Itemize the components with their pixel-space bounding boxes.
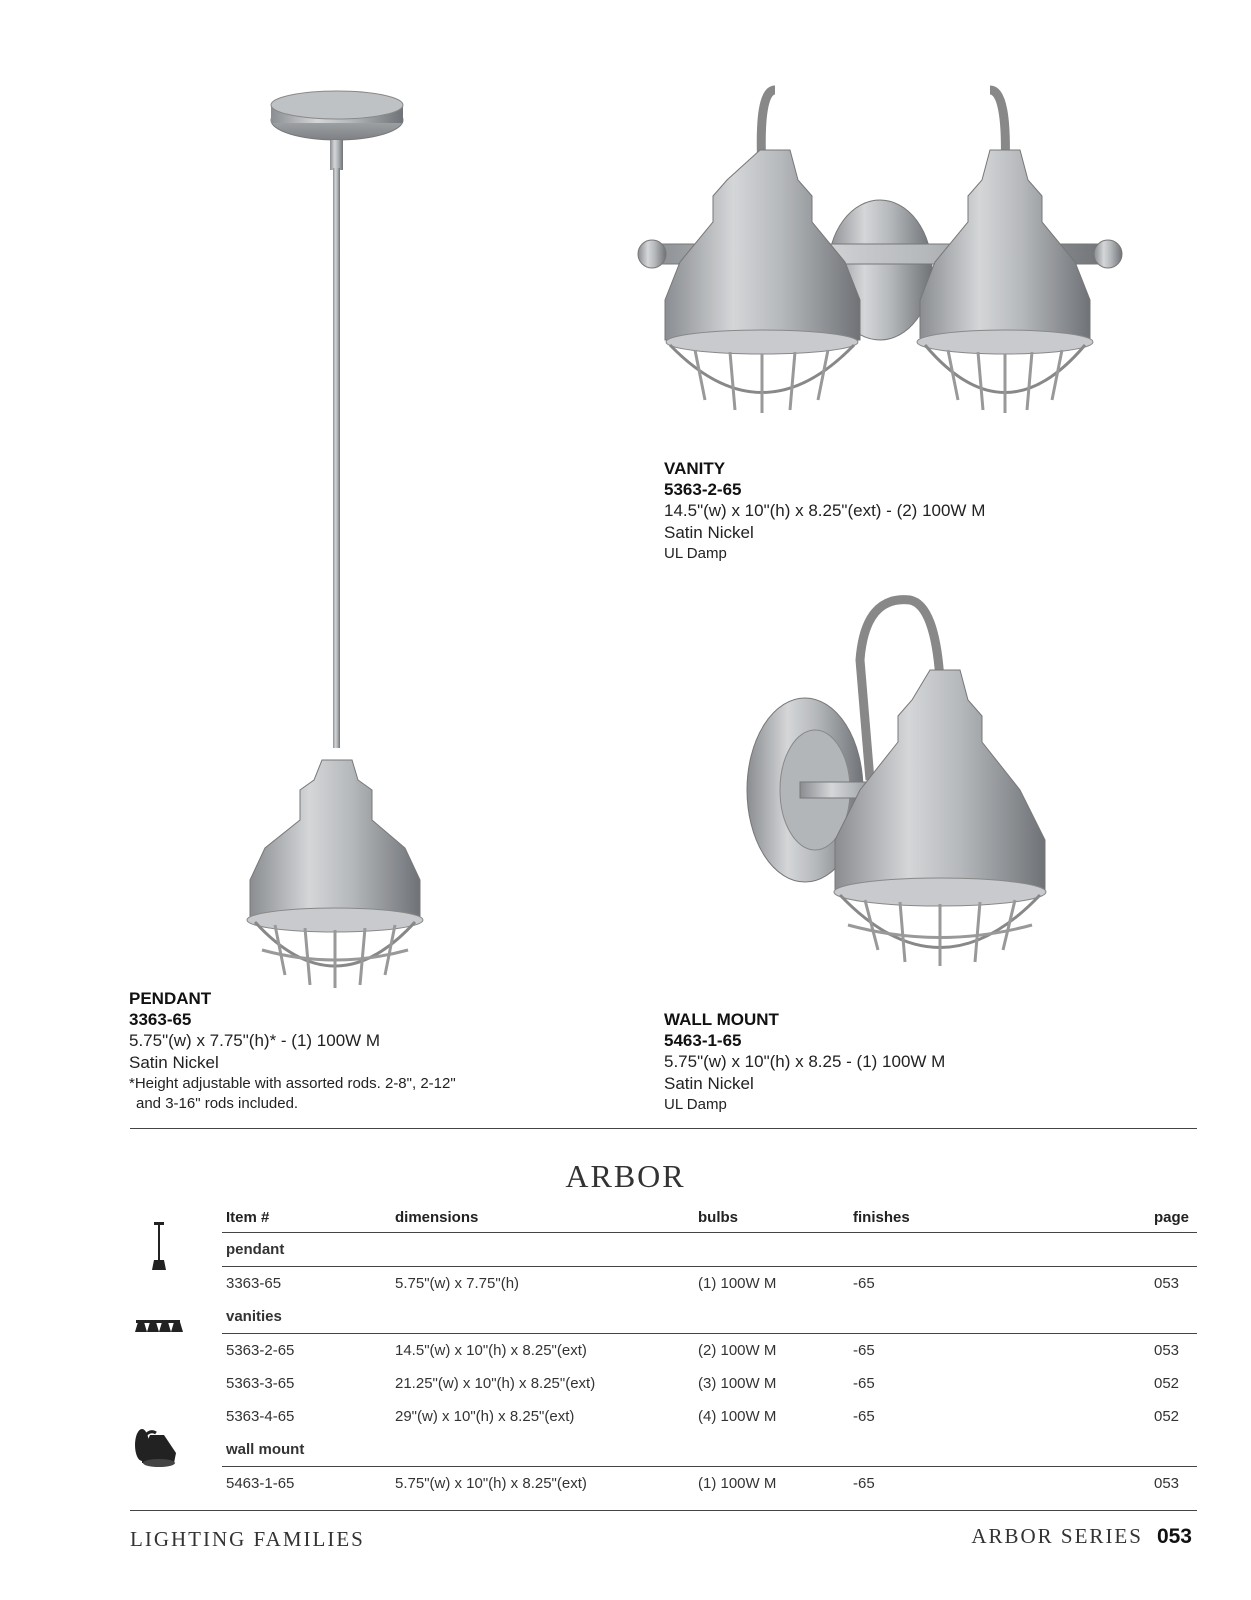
group-row-pendant [222, 1233, 1197, 1267]
wall-mount-illustration [747, 600, 1046, 966]
section-divider [130, 1128, 1197, 1129]
wall-mount-rating: UL Damp [664, 1096, 727, 1113]
wall-mount-item-number: 5463-1-65 [664, 1031, 742, 1050]
vanity-icon [135, 1320, 183, 1332]
cell-dimensions: 21.25"(w) x 10"(h) x 8.25"(ext) [395, 1375, 596, 1392]
cell-finishes: -65 [853, 1408, 875, 1425]
table-row [222, 1367, 1197, 1400]
cell-dimensions: 14.5"(w) x 10"(h) x 8.25"(ext) [395, 1342, 587, 1359]
table-row [222, 1334, 1197, 1368]
footer-left-label: LIGHTING FAMILIES [130, 1527, 365, 1551]
pendant-item-number: 3363-65 [129, 1010, 192, 1029]
table-row [222, 1467, 1197, 1501]
vanity-finish: Satin Nickel [664, 523, 754, 542]
cell-finishes: -65 [853, 1342, 875, 1359]
cell-bulbs: (4) 100W M [698, 1408, 777, 1425]
cell-finishes: -65 [853, 1275, 875, 1292]
col-finishes: finishes [849, 1202, 1150, 1233]
pendant-illustration [247, 91, 423, 988]
wall-mount-finish: Satin Nickel [664, 1074, 754, 1093]
cell-item: 5363-3-65 [226, 1375, 295, 1392]
cell-finishes: -65 [853, 1475, 875, 1492]
vanity-item-number: 5363-2-65 [664, 480, 742, 499]
cell-bulbs: (2) 100W M [698, 1342, 777, 1359]
pendant-dimensions: 5.75"(w) x 7.75"(h)* - (1) 100W M [129, 1031, 381, 1050]
pendant-finish: Satin Nickel [129, 1053, 219, 1072]
cell-item: 3363-65 [226, 1275, 282, 1292]
pendant-icon [152, 1222, 166, 1270]
cell-item: 5463-1-65 [226, 1475, 295, 1492]
group-row-vanities [222, 1300, 1197, 1334]
cell-bulbs: (1) 100W M [698, 1275, 777, 1292]
group-label: wall mount [222, 1433, 1197, 1467]
spec-table [222, 1202, 1197, 1500]
cell-page: 052 [1154, 1375, 1180, 1392]
pendant-note: *Height adjustable with assorted rods. 2-8", 2-12" [129, 1075, 456, 1092]
footer-divider [130, 1510, 1197, 1511]
cell-finishes: -65 [853, 1375, 875, 1392]
cell-dimensions: 5.75"(w) x 7.75"(h) [395, 1275, 520, 1292]
wall-mount-info [664, 1009, 945, 1115]
group-label: pendant [222, 1233, 1197, 1267]
vanity-rating: UL Damp [664, 545, 727, 562]
group-row-wall-mount [222, 1433, 1197, 1467]
cell-page: 053 [1154, 1475, 1180, 1492]
cell-bulbs: (3) 100W M [698, 1375, 777, 1392]
page-number: 053 [1156, 1525, 1192, 1548]
vanity-dimensions: 14.5"(w) x 10"(h) x 8.25"(ext) - (2) 100W M [664, 501, 986, 520]
spec-table-header [222, 1202, 1197, 1233]
table-row [222, 1400, 1197, 1433]
col-bulbs: bulbs [694, 1202, 849, 1233]
vanity-illustration [638, 90, 1122, 413]
cell-page: 053 [1154, 1275, 1180, 1292]
cell-item: 5363-4-65 [226, 1408, 295, 1425]
pendant-info [129, 988, 456, 1114]
wall-mount-type: WALL MOUNT [664, 1010, 779, 1029]
pendant-note-cont: and 3-16" rods included. [136, 1095, 299, 1112]
cell-dimensions: 29"(w) x 10"(h) x 8.25"(ext) [395, 1408, 575, 1425]
cell-item: 5363-2-65 [226, 1342, 295, 1359]
footer-series-label: ARBOR SERIES [971, 1524, 1143, 1548]
group-label: vanities [222, 1300, 1197, 1334]
col-dimensions: dimensions [391, 1202, 694, 1233]
cell-bulbs: (1) 100W M [698, 1475, 777, 1492]
cell-page: 053 [1154, 1342, 1180, 1359]
wall-mount-icon [135, 1429, 176, 1467]
vanity-info [664, 458, 985, 564]
footer-right [971, 1524, 1192, 1549]
cell-page: 052 [1154, 1408, 1180, 1425]
category-icons [130, 1222, 190, 1472]
table-row [222, 1267, 1197, 1301]
col-page: page [1150, 1202, 1197, 1233]
cell-dimensions: 5.75"(w) x 10"(h) x 8.25"(ext) [395, 1475, 587, 1492]
wall-mount-dimensions: 5.75"(w) x 10"(h) x 8.25 - (1) 100W M [664, 1052, 946, 1071]
series-title: ARBOR [565, 1158, 686, 1194]
col-item: Item # [222, 1202, 391, 1233]
vanity-type: VANITY [664, 459, 726, 478]
pendant-type: PENDANT [129, 989, 212, 1008]
